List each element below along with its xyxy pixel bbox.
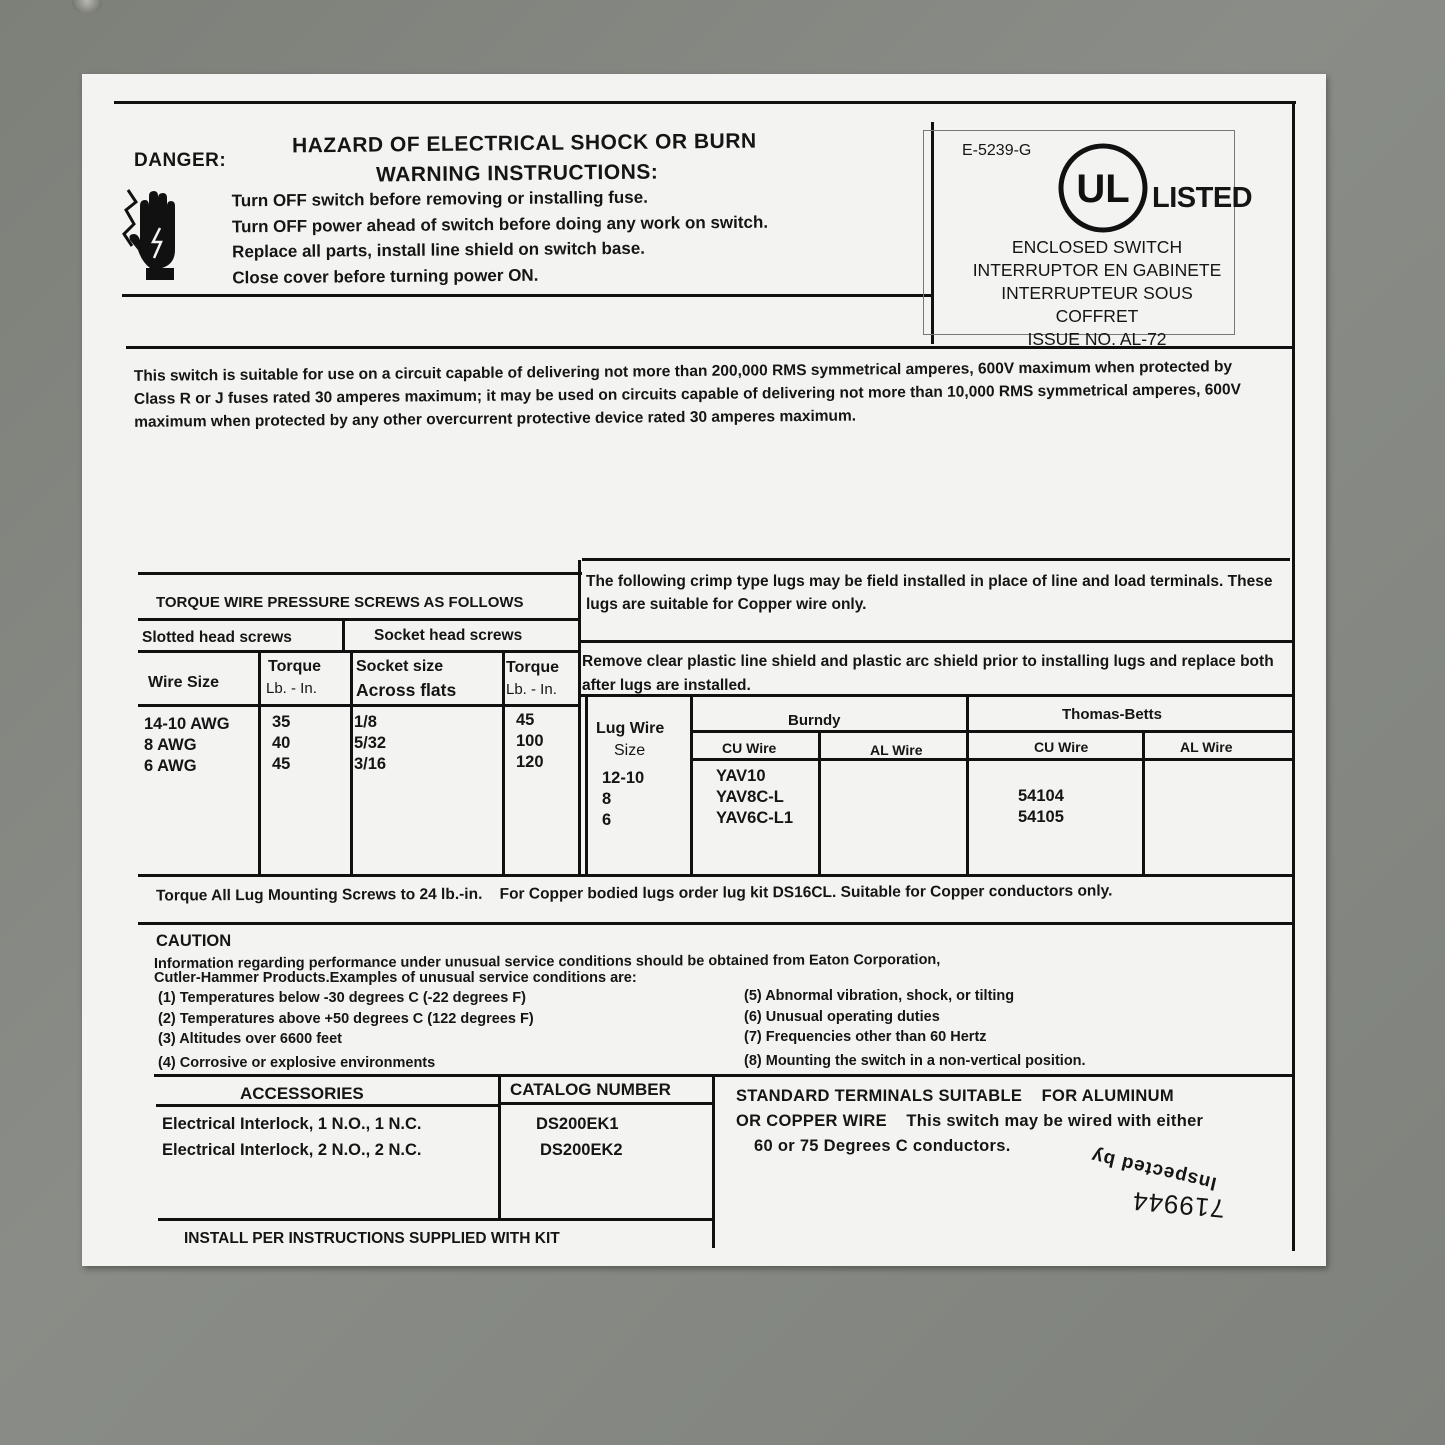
rule bbox=[154, 1074, 1292, 1077]
tb-cu-heading: CU Wire bbox=[1034, 739, 1089, 755]
rule bbox=[690, 696, 693, 876]
caution-intro-2: Cutler-Hammer Products.Examples of unusual service conditions are: bbox=[154, 970, 637, 986]
listing-line: ISSUE NO. AL-72 bbox=[1027, 329, 1167, 349]
rule bbox=[138, 704, 580, 707]
caution-item: (5) Abnormal vibration, shock, or tilting bbox=[744, 988, 1015, 1004]
rule bbox=[138, 618, 580, 621]
burndy-cu-values: YAV10 YAV8C-L YAV6C-L1 bbox=[716, 767, 794, 827]
slotted-torque-values: 35 40 45 bbox=[272, 713, 291, 773]
instruction-line: Close cover before turning power ON. bbox=[232, 265, 539, 287]
wire-size-values: 14-10 AWG 8 AWG 6 AWG bbox=[144, 715, 230, 775]
rule bbox=[122, 294, 934, 297]
rule bbox=[342, 620, 345, 652]
col-torque-unit: Lb. - In. bbox=[266, 680, 317, 697]
ul-logo-icon bbox=[1057, 142, 1149, 239]
col-across-flats: Across flats bbox=[356, 680, 457, 700]
terminals-line: OR COPPER WIRE This switch may be wired with either bbox=[736, 1112, 1204, 1130]
col-socket-torque: Torque bbox=[506, 659, 560, 676]
danger-label: DANGER: bbox=[134, 150, 227, 171]
warning-title: WARNING INSTRUCTIONS: bbox=[375, 160, 659, 187]
slotted-heading: Slotted head screws bbox=[142, 629, 292, 646]
rule bbox=[502, 652, 505, 876]
rule bbox=[114, 101, 1296, 104]
caution-item: (8) Mounting the switch in a non-vertical position. bbox=[744, 1052, 1086, 1069]
accessory-name: Electrical Interlock, 2 N.O., 2 N.C. bbox=[162, 1141, 422, 1159]
caution-item: (6) Unusual operating duties bbox=[744, 1008, 940, 1025]
rule bbox=[1142, 732, 1145, 876]
terminals-line: STANDARD TERMINALS SUITABLE FOR ALUMINUM bbox=[736, 1087, 1174, 1105]
tb-al-heading: AL Wire bbox=[1180, 739, 1233, 755]
col-torque: Torque bbox=[268, 658, 322, 675]
col-lug-size: Size bbox=[614, 742, 646, 759]
rule bbox=[138, 572, 582, 575]
inspection-stamp bbox=[1051, 1096, 1263, 1263]
rule bbox=[966, 696, 969, 876]
rule bbox=[578, 560, 581, 876]
terminals-line: 60 or 75 Degrees C conductors. bbox=[754, 1137, 1011, 1155]
instruction-line: Turn OFF switch before removing or installing fuse. bbox=[231, 187, 648, 211]
listed-mark: LISTED bbox=[1152, 182, 1253, 214]
instruction-line: Turn OFF power ahead of switch before doing any work on switch. bbox=[231, 212, 769, 236]
caution-item: (7) Frequencies other than 60 Hertz bbox=[744, 1029, 987, 1045]
rule bbox=[690, 730, 1292, 733]
rule bbox=[1292, 101, 1295, 1251]
catalog-title: CATALOG NUMBER bbox=[510, 1080, 671, 1099]
warning-label bbox=[82, 74, 1326, 1266]
caution-item: (2) Temperatures above +50 degrees C (122 degrees F) bbox=[158, 1010, 534, 1027]
rule bbox=[158, 1218, 714, 1221]
rule bbox=[818, 732, 821, 876]
rule bbox=[258, 652, 261, 876]
listing-line: ENCLOSED SWITCH bbox=[1011, 237, 1183, 257]
socket-torque-values: 45 100 120 bbox=[516, 711, 544, 771]
caution-item: (4) Corrosive or explosive environments bbox=[158, 1054, 436, 1071]
rule bbox=[690, 758, 1292, 761]
listing-code: E-5239-G bbox=[962, 142, 1032, 159]
rule bbox=[350, 652, 353, 876]
danger-instructions bbox=[232, 184, 769, 291]
rule bbox=[138, 874, 1292, 877]
instruction-line: Replace all parts, install line shield on switch base. bbox=[232, 238, 646, 262]
burndy-al-heading: AL Wire bbox=[870, 742, 923, 758]
rule bbox=[580, 640, 1292, 643]
hazard-title: HAZARD OF ELECTRICAL SHOCK OR BURN bbox=[291, 129, 757, 158]
lug-note-2: Remove clear plastic line shield and plastic arc shield prior to installing lugs and replace both after lugs are installed. bbox=[582, 653, 1274, 694]
col-socket-torque-unit: Lb. - In. bbox=[506, 681, 557, 698]
socket-size-values: 1/8 5/32 3/16 bbox=[354, 713, 387, 773]
accessory-catalog: DS200EK2 bbox=[540, 1141, 623, 1159]
rating-paragraph: This switch is suitable for use on a circuit capable of delivering not more than 200,000 RMS symmetrical amperes, 600V maximum when protected by Class R or J fuses rated 30 amperes maximum; it may be used on circuits capable of delivering not more than 10,000 RMS symmetrical amperes, 600V maximum when protected by any other overcurrent protective device rated 30 amperes maximum. bbox=[133, 358, 1242, 431]
tb-cu-values: 54104 54105 bbox=[1018, 787, 1064, 826]
col-wire-size: Wire Size bbox=[148, 674, 219, 691]
col-lug-wire: Lug Wire bbox=[596, 720, 665, 737]
stamp-number: 719944 bbox=[1130, 1185, 1226, 1224]
caution-list-right bbox=[744, 986, 1086, 1068]
accessory-catalog: DS200EK1 bbox=[536, 1115, 619, 1133]
accessories-title: ACCESSORIES bbox=[240, 1084, 364, 1103]
ul-mark: UL bbox=[1076, 167, 1130, 211]
lug-size-values: 12-10 8 6 bbox=[602, 769, 645, 829]
burndy-cu-heading: CU Wire bbox=[722, 740, 777, 756]
burndy-heading: Burndy bbox=[788, 712, 841, 729]
rule bbox=[582, 558, 1290, 561]
rule bbox=[138, 922, 1292, 925]
thomas-betts-heading: Thomas-Betts bbox=[1062, 706, 1163, 723]
listing-line: INTERRUPTOR EN GABINETE bbox=[972, 260, 1222, 280]
caution-intro-1: Information regarding performance under unusual service conditions should be obtained from Eaton Corporation, bbox=[153, 951, 941, 973]
rule bbox=[585, 696, 588, 876]
electric-shock-hand-icon bbox=[120, 184, 186, 289]
lug-note-1: The following crimp type lugs may be field installed in place of line and load terminals. These lugs are suitable for Copper wire only. bbox=[586, 573, 1273, 613]
socket-heading: Socket head screws bbox=[374, 627, 523, 644]
accessory-name: Electrical Interlock, 1 N.O., 1 N.C. bbox=[162, 1115, 422, 1133]
col-socket-size: Socket size bbox=[356, 658, 444, 675]
install-note: INSTALL PER INSTRUCTIONS SUPPLIED WITH KIT bbox=[184, 1230, 560, 1247]
torque-title: TORQUE WIRE PRESSURE SCREWS AS FOLLOWS bbox=[156, 594, 524, 611]
lug-torque-note: Torque All Lug Mounting Screws to 24 lb.-in. For Copper bodied lugs order lug kit DS16CL. Suitable for Copper conductors only. bbox=[155, 882, 1113, 905]
listing-line: INTERRUPTEUR SOUS COFFRET bbox=[1001, 283, 1193, 326]
caution-title: CAUTION bbox=[156, 932, 232, 950]
rule bbox=[138, 650, 580, 653]
caution-item: (1) Temperatures below -30 degrees C (-22 degrees F) bbox=[158, 990, 526, 1006]
stamp-text: Inspected by bbox=[1088, 1144, 1219, 1194]
rule bbox=[500, 1102, 712, 1105]
mounting-screw bbox=[72, 0, 102, 14]
listing-text bbox=[962, 236, 1232, 351]
rule bbox=[498, 1076, 501, 1220]
rule bbox=[712, 1076, 715, 1248]
rule bbox=[156, 1104, 500, 1107]
caution-item: (3) Altitudes over 6600 feet bbox=[158, 1031, 342, 1047]
caution-list-left bbox=[158, 988, 534, 1070]
